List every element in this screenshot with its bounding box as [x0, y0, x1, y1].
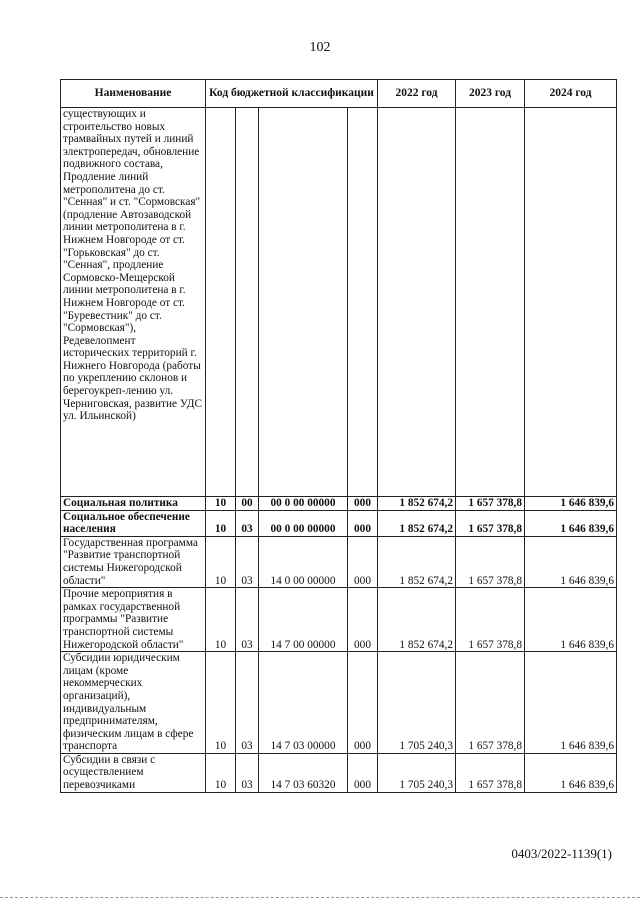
table-row	[61, 588, 617, 652]
row-value-2023	[456, 108, 525, 497]
row-name: Социальная политика	[61, 497, 206, 511]
header-code: Код бюджетной классификации	[206, 80, 378, 108]
row-code-expense: 000	[348, 652, 378, 754]
row-value-2023: 1 657 378,8	[456, 536, 525, 587]
table-row	[61, 652, 617, 754]
row-value-2024: 1 646 839,6	[525, 497, 617, 511]
table-row	[61, 108, 617, 497]
row-code-target: 14 0 00 00000	[259, 536, 348, 587]
row-code-subsection: 03	[236, 588, 259, 652]
row-value-2022: 1 852 674,2	[378, 497, 456, 511]
table-row	[61, 536, 617, 587]
header-2022: 2022 год	[378, 80, 456, 108]
row-code-expense: 000	[348, 497, 378, 511]
table-row	[61, 753, 617, 792]
row-value-2022: 1 852 674,2	[378, 510, 456, 536]
row-name: Социальное обеспечение населения	[61, 510, 206, 536]
row-code-target: 14 7 00 00000	[259, 588, 348, 652]
row-name: Субсидии юридическим лицам (кроме некоммерческих организаций), индивидуальным предпринимателям, физическим лицам в сфере транспорта	[61, 652, 206, 754]
row-value-2024: 1 646 839,6	[525, 753, 617, 792]
row-code-subsection: 03	[236, 652, 259, 754]
row-code-section: 10	[206, 652, 236, 754]
row-code-expense: 000	[348, 510, 378, 536]
row-code-section: 10	[206, 588, 236, 652]
row-code-expense: 000	[348, 536, 378, 587]
header-2024: 2024 год	[525, 80, 617, 108]
row-value-2024: 1 646 839,6	[525, 510, 617, 536]
row-code-target: 14 7 03 00000	[259, 652, 348, 754]
table-row	[61, 497, 617, 511]
row-code-section	[206, 108, 236, 497]
row-name: Субсидии в связи с осуществлением перевозчиками	[61, 753, 206, 792]
row-value-2022: 1 705 240,3	[378, 753, 456, 792]
row-value-2023: 1 657 378,8	[456, 510, 525, 536]
row-code-subsection: 03	[236, 510, 259, 536]
row-name: Прочие мероприятия в рамках государственной программы "Развитие транспортной системы Нижегородской области"	[61, 588, 206, 652]
row-value-2023: 1 657 378,8	[456, 652, 525, 754]
table-row	[61, 510, 617, 536]
scan-artifact-line	[0, 897, 640, 898]
row-code-section: 10	[206, 536, 236, 587]
row-code-section: 10	[206, 497, 236, 511]
row-code-section: 10	[206, 510, 236, 536]
header-name: Наименование	[61, 80, 206, 108]
row-code-expense: 000	[348, 588, 378, 652]
page-number: 102	[309, 40, 331, 55]
row-value-2022: 1 852 674,2	[378, 536, 456, 587]
row-code-expense: 000	[348, 753, 378, 792]
row-code-target: 00 0 00 00000	[259, 510, 348, 536]
row-code-subsection	[236, 108, 259, 497]
row-code-target	[259, 108, 348, 497]
row-code-subsection: 00	[236, 497, 259, 511]
row-value-2024: 1 646 839,6	[525, 536, 617, 587]
row-value-2023: 1 657 378,8	[456, 753, 525, 792]
row-value-2022: 1 705 240,3	[378, 652, 456, 754]
table-header-row	[61, 80, 617, 108]
row-value-2022: 1 852 674,2	[378, 588, 456, 652]
row-value-2024: 1 646 839,6	[525, 652, 617, 754]
row-value-2024: 1 646 839,6	[525, 588, 617, 652]
row-name: Государственная программа "Развитие транспортной системы Нижегородской области"	[61, 536, 206, 587]
row-code-target: 14 7 03 60320	[259, 753, 348, 792]
row-code-subsection: 03	[236, 753, 259, 792]
row-value-2022	[378, 108, 456, 497]
row-value-2023: 1 657 378,8	[456, 588, 525, 652]
row-code-section: 10	[206, 753, 236, 792]
row-code-subsection: 03	[236, 536, 259, 587]
row-code-expense	[348, 108, 378, 497]
document-code: 0403/2022-1139(1)	[511, 846, 612, 861]
row-name: существующих и строительство новых трамвайных путей и линий электропередач, обновление подвижного состава, Продление линий метрополитена до ст. "Сенная" и ст. "Сормовская" (продление Автозаводской линии метрополитена в г. Нижнем Новгороде от ст. "Горьковская" до ст. "Сенная", продление Сормовско-Мещерской линии метрополитена в г. Нижнем Новгороде от ст. "Буревестник" до ст. "Сормовская"), Редевелопмент исторических территорий г. Нижнего Новгорода (работы по укреплению склонов и берегоукреп-лению ул. Черниговская, развитие УДС ул. Ильинской)	[61, 108, 206, 497]
row-value-2024	[525, 108, 617, 497]
row-value-2023: 1 657 378,8	[456, 497, 525, 511]
header-2023: 2023 год	[456, 80, 525, 108]
budget-table	[60, 79, 617, 793]
row-code-target: 00 0 00 00000	[259, 497, 348, 511]
